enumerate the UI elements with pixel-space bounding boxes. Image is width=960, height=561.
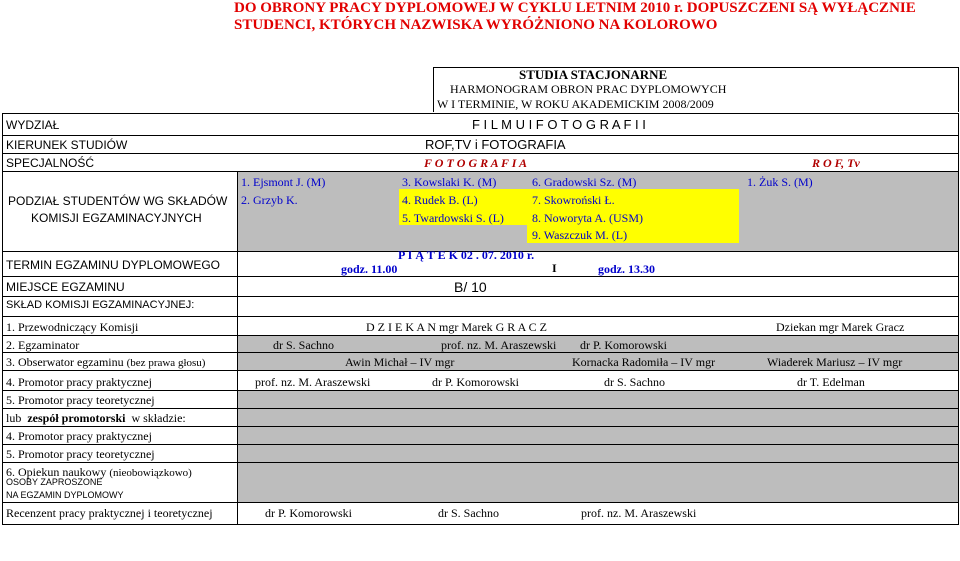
student-3: 3. Kowslaki K. (M) xyxy=(402,175,497,189)
row-egzaminator-label: 2. Egzaminator xyxy=(6,338,80,352)
row-promotor-prakt-label: 4. Promotor pracy praktycznej xyxy=(6,375,152,389)
label-podzial-2: KOMISJI EGZAMINACYJNYCH xyxy=(31,211,202,225)
exam-day: P I Ą T E K 02 . 07. 2010 r. xyxy=(398,248,535,262)
promotor-2: dr P. Komorowski xyxy=(432,375,520,389)
egzaminator-3: dr P. Komorowski xyxy=(580,338,668,352)
label-miejsce: MIEJSCE EGZAMINU xyxy=(6,280,125,294)
value-kierunek: ROF,TV i FOTOGRAFIA xyxy=(425,137,566,152)
recenzent-3: prof. nz. M. Araszewski xyxy=(581,506,697,520)
row-promotor-teor-label: 5. Promotor pracy teoretycznej xyxy=(6,393,155,407)
student-6: 6. Gradowski Sz. (M) xyxy=(532,175,637,189)
value-specjalnosc-2: R O F, Tv xyxy=(812,156,860,170)
recenzent-2: dr S. Sachno xyxy=(438,506,499,520)
label-sklad: SKŁAD KOMISJI EGZAMINACYJNEJ: xyxy=(6,299,195,311)
value-wydzial: F I L M U I F O T O G R A F I I xyxy=(472,117,646,132)
grey-band-2 xyxy=(237,390,959,502)
recenzent-1: dr P. Komorowski xyxy=(265,506,353,520)
egzaminator-2: prof. nz. M. Araszewski xyxy=(441,338,557,352)
title-termin: W I TERMINIE, W ROKU AKADEMICKIM 2008/2009 xyxy=(437,97,714,111)
row-opiekun-label: 6. Opiekun naukowy (nieobowiązkowo) xyxy=(6,465,192,479)
promotor-4: dr T. Edelman xyxy=(797,375,865,389)
obserwator-3: Wiaderek Mariusz – IV mgr xyxy=(767,355,903,369)
label-podzial-1: PODZIAŁ STUDENTÓW WG SKŁADÓW xyxy=(8,194,228,208)
exam-room: B/ 10 xyxy=(454,279,487,295)
exam-time-2: godz. 13.30 xyxy=(598,262,655,276)
row-przewodniczacy-right: Dziekan mgr Marek Gracz xyxy=(776,320,905,334)
row-przewodniczacy-dziekan: D Z I E K A N mgr Marek G R A C Z xyxy=(366,320,547,334)
egzaminator-1: dr S. Sachno xyxy=(273,338,334,352)
label-wydzial: WYDZIAŁ xyxy=(6,118,60,132)
row-recenzent-label: Recenzent pracy praktycznej i teoretycznej xyxy=(6,506,213,520)
label-specjalnosc: SPECJALNOŚĆ xyxy=(6,156,95,170)
row-obserwator-label: 3. Obserwator egzaminu (bez prawa głosu) xyxy=(6,355,206,369)
student-9: 9. Waszczuk M. (L) xyxy=(532,228,628,242)
student-2: 2. Grzyb K. xyxy=(241,193,298,207)
row-przewodniczacy-label: 1. Przewodniczący Komisji xyxy=(6,320,139,334)
header-line-2: STUDENCI, KTÓRYCH NAZWISKA WYRÓŻNIONO NA KOLOROWO xyxy=(234,17,718,33)
row-promotor-teor-2-label: 5. Promotor pracy teoretycznej xyxy=(6,447,155,461)
row-promotor-prakt-2-label: 4. Promotor pracy praktycznej xyxy=(6,429,152,443)
promotor-1: prof. nz. M. Araszewski xyxy=(255,375,371,389)
student-8: 8. Noworyta A. (USM) xyxy=(532,211,643,225)
row-zespol-label: lub zespół promotorski w składzie: xyxy=(6,411,186,425)
obserwator-1: Awin Michał – IV mgr xyxy=(345,355,455,369)
label-termin: TERMIN EGZAMINU DYPLOMOWEGO xyxy=(6,258,221,272)
row-osoby-1: OSOBY ZAPROSZONE xyxy=(6,477,103,487)
student-7: 7. Skowroński Ł. xyxy=(532,193,615,207)
label-kierunek: KIERUNEK STUDIÓW xyxy=(6,138,128,152)
header-line-1: DO OBRONY PRACY DYPLOMOWEJ W CYKLU LETNIM 2010 r. DOPUSZCZENI SĄ WYŁĄCZNIE xyxy=(234,0,916,16)
row-osoby-2: NA EGZAMIN DYPLOMOWY xyxy=(6,490,124,500)
student-4: 4. Rudek B. (L) xyxy=(402,193,478,207)
value-specjalnosc: F O T O G R A F I A xyxy=(424,156,528,170)
student-5: 5. Twardowski S. (L) xyxy=(402,211,504,225)
promotor-3: dr S. Sachno xyxy=(604,375,665,389)
obserwator-2: Kornacka Radomiła – IV mgr xyxy=(572,355,716,369)
student-zuk: 1. Żuk S. (M) xyxy=(747,175,813,189)
exam-time-1: godz. 11.00 xyxy=(341,262,398,276)
title-harmonogram: HARMONOGRAM OBRON PRAC DYPLOMOWYCH xyxy=(450,82,727,96)
title-studia: STUDIA STACJONARNE xyxy=(519,67,668,82)
time-separator: I xyxy=(552,261,557,275)
student-1: 1. Ejsmont J. (M) xyxy=(241,175,326,189)
